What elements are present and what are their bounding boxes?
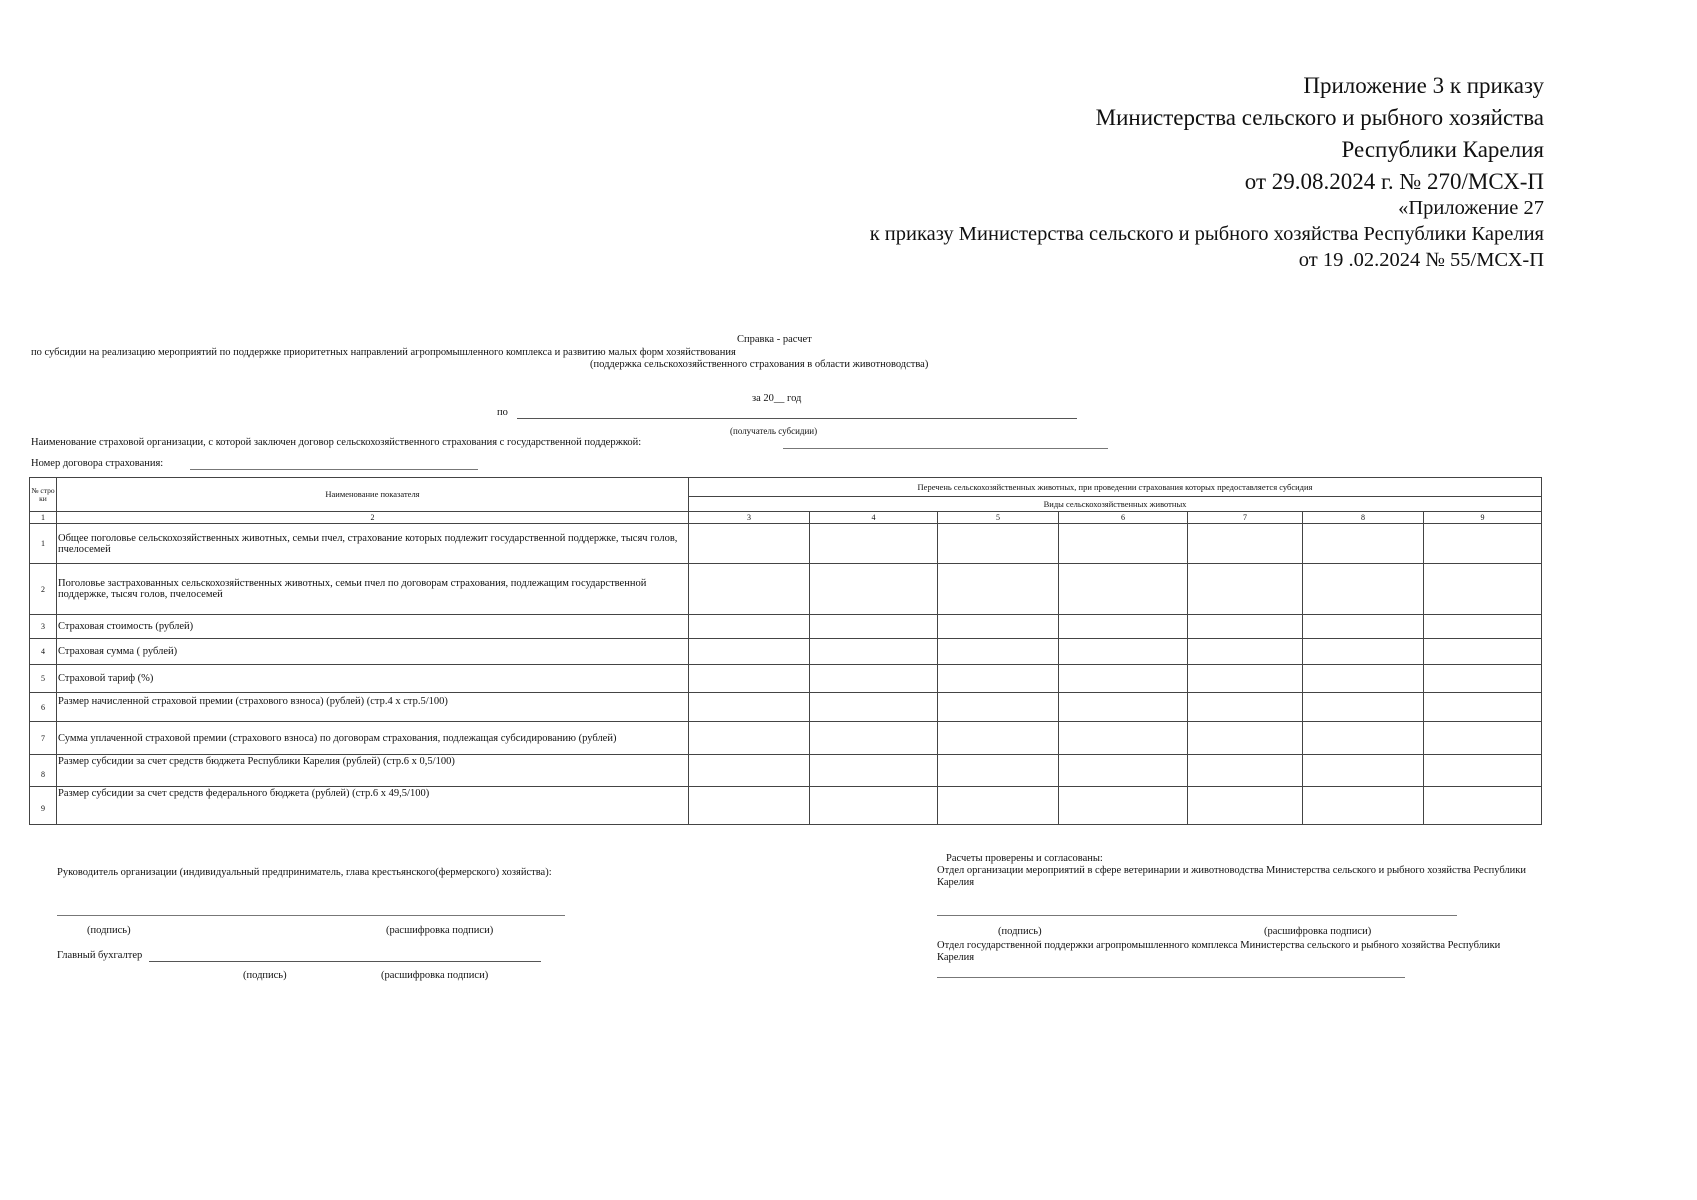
form-period: за 20__ год [752, 393, 802, 404]
value-cell[interactable] [1424, 755, 1542, 787]
value-cell[interactable] [810, 524, 938, 564]
value-cell[interactable] [938, 615, 1059, 639]
row-indicator: Страховой тариф (%) [57, 665, 689, 693]
value-cell[interactable] [1424, 722, 1542, 755]
value-cell[interactable] [1059, 524, 1188, 564]
form-subtitle: по субсидии на реализацию мероприятий по поддержке приоритетных направлений агропромышленного комплекса и развитию малых форм хозяйствования [31, 347, 736, 358]
contract-field[interactable] [190, 469, 478, 470]
contract-label: Номер договора страхования: [31, 458, 164, 469]
table-row [30, 524, 1542, 564]
value-cell[interactable] [689, 564, 810, 615]
calculation-table [29, 477, 1542, 825]
value-cell[interactable] [1188, 564, 1303, 615]
table-row [30, 665, 1542, 693]
value-cell[interactable] [938, 564, 1059, 615]
value-cell[interactable] [938, 665, 1059, 693]
value-cell[interactable] [1303, 564, 1424, 615]
value-cell[interactable] [938, 693, 1059, 722]
row-indicator: Сумма уплаченной страховой премии (страхового взноса) по договорам страхования, подлежащая субсидированию (рублей) [57, 722, 689, 755]
value-cell[interactable] [1059, 722, 1188, 755]
value-cell[interactable] [1424, 639, 1542, 665]
table-row [30, 755, 1542, 787]
value-cell[interactable] [938, 722, 1059, 755]
value-cell[interactable] [1188, 787, 1303, 825]
value-cell[interactable] [1059, 755, 1188, 787]
chief-accountant-label: Главный бухгалтер [57, 950, 143, 961]
col-number: 1 [30, 512, 57, 524]
value-cell[interactable] [938, 639, 1059, 665]
value-cell[interactable] [1424, 524, 1542, 564]
value-cell[interactable] [810, 722, 938, 755]
value-cell[interactable] [1303, 787, 1424, 825]
row-number: 9 [30, 787, 57, 825]
table-row [30, 615, 1542, 639]
row-indicator: Размер субсидии за счет средств федерального бюджета (рублей) (стр.6 х 49,5/100) [57, 787, 689, 825]
row-number: 7 [30, 722, 57, 755]
order-header-line-4: от 29.08.2024 г. № 270/МСХ-П [1244, 169, 1544, 194]
accountant-sign-caption: (подпись) [243, 970, 287, 981]
value-cell[interactable] [689, 693, 810, 722]
vet-decode-caption: (расшифровка подписи) [1264, 926, 1372, 937]
row-indicator: Размер начисленной страховой премии (страхового взноса) (рублей) (стр.4 х стр.5/100) [57, 693, 689, 722]
value-cell[interactable] [938, 787, 1059, 825]
recipient-field[interactable] [517, 418, 1077, 419]
value-cell[interactable] [1424, 564, 1542, 615]
value-cell[interactable] [1188, 615, 1303, 639]
value-cell[interactable] [810, 755, 938, 787]
value-cell[interactable] [1303, 693, 1424, 722]
row-number: 4 [30, 639, 57, 665]
header-indicator: Наименование показателя [57, 478, 689, 512]
vet-sign-caption: (подпись) [998, 926, 1042, 937]
chief-accountant-field[interactable] [149, 961, 541, 962]
row-number: 1 [30, 524, 57, 564]
value-cell[interactable] [1188, 755, 1303, 787]
value-cell[interactable] [689, 615, 810, 639]
value-cell[interactable] [1188, 639, 1303, 665]
col-number: 4 [810, 512, 938, 524]
col-number: 8 [1303, 512, 1424, 524]
head-decode-caption: (расшифровка подписи) [386, 925, 494, 936]
value-cell[interactable] [810, 665, 938, 693]
value-cell[interactable] [1424, 615, 1542, 639]
order-header-line-1: Приложение 3 к приказу [1303, 73, 1544, 98]
row-indicator: Страховая сумма ( рублей) [57, 639, 689, 665]
row-number: 6 [30, 693, 57, 722]
value-cell[interactable] [1188, 693, 1303, 722]
value-cell[interactable] [1059, 665, 1188, 693]
value-cell[interactable] [1059, 639, 1188, 665]
head-signature-line[interactable] [57, 915, 565, 916]
table-row [30, 722, 1542, 755]
row-number: 3 [30, 615, 57, 639]
table-row [30, 564, 1542, 615]
value-cell[interactable] [810, 639, 938, 665]
row-number: 2 [30, 564, 57, 615]
agro-department-label: Отдел государственной поддержки агропромышленного комплекса Министерства сельского и рыбного хозяйства Республики Карелия [937, 940, 1501, 963]
value-cell[interactable] [689, 787, 810, 825]
header-animal-types: Виды сельскохозяйственных животных [689, 497, 1542, 512]
value-cell[interactable] [1424, 665, 1542, 693]
col-number: 6 [1059, 512, 1188, 524]
value-cell[interactable] [1303, 524, 1424, 564]
value-cell[interactable] [1424, 693, 1542, 722]
row-indicator: Размер субсидии за счет средств бюджета Республики Карелия (рублей) (стр.6 х 0,5/100) [57, 755, 689, 787]
agro-department-signature-line[interactable] [937, 977, 1405, 978]
value-cell[interactable] [1059, 693, 1188, 722]
form-title: Справка - расчет [737, 334, 812, 345]
value-cell[interactable] [689, 722, 810, 755]
chief-accountant-row [57, 950, 541, 962]
by-label: по [497, 407, 508, 418]
value-cell[interactable] [1303, 639, 1424, 665]
table-row [30, 693, 1542, 722]
value-cell[interactable] [938, 524, 1059, 564]
value-cell[interactable] [1303, 615, 1424, 639]
value-cell[interactable] [1303, 755, 1424, 787]
insurer-field[interactable] [783, 448, 1108, 449]
col-number: 3 [689, 512, 810, 524]
value-cell[interactable] [810, 615, 938, 639]
value-cell[interactable] [810, 564, 938, 615]
accountant-decode-caption: (расшифровка подписи) [381, 970, 489, 981]
value-cell[interactable] [1188, 665, 1303, 693]
col-number: 7 [1188, 512, 1303, 524]
insurer-label: Наименование страховой организации, с которой заключен договор сельскохозяйственного страхования с государственной поддержкой: [31, 437, 642, 448]
row-indicator: Поголовье застрахованных сельскохозяйственных животных, семьи пчел по договорам страхования, подлежащим государственной поддержке, тысяч голов, пчелосемей [57, 564, 689, 615]
value-cell[interactable] [1188, 524, 1303, 564]
value-cell[interactable] [810, 693, 938, 722]
value-cell[interactable] [938, 755, 1059, 787]
value-cell[interactable] [810, 787, 938, 825]
order-header-line-3: Республики Карелия [1341, 137, 1544, 162]
value-cell[interactable] [1059, 787, 1188, 825]
value-cell[interactable] [1188, 722, 1303, 755]
annex-line-2: к приказу Министерства сельского и рыбного хозяйства Республики Карелия [869, 223, 1544, 245]
vet-department-label: Отдел организации мероприятий в сфере ветеринарии и животноводства Министерства сельского и рыбного хозяйства Республики Карелия [937, 865, 1526, 888]
value-cell[interactable] [1303, 722, 1424, 755]
value-cell[interactable] [1059, 615, 1188, 639]
checked-label: Расчеты проверены и согласованы: [946, 853, 1103, 864]
head-of-organization-label: Руководитель организации (индивидуальный предприниматель, глава крестьянского(фермерского) хозяйства): [57, 867, 552, 878]
row-indicator: Общее поголовье сельскохозяйственных животных, семьи пчел, страхование которых подлежит государственной поддержке, тысяч голов, пчелосемей [57, 524, 689, 564]
form-subtitle-2: (поддержка сельскохозяйственного страхования в области животноводства) [590, 359, 929, 370]
header-animal-list: Перечень сельскохозяйственных животных, при проведении страхования которых предоставляется субсидия [689, 478, 1542, 497]
row-number: 8 [30, 755, 57, 787]
value-cell[interactable] [689, 665, 810, 693]
recipient-row [497, 407, 1077, 419]
value-cell[interactable] [1059, 564, 1188, 615]
value-cell[interactable] [1424, 787, 1542, 825]
col-number: 5 [938, 512, 1059, 524]
table-row [30, 787, 1542, 825]
head-sign-caption: (подпись) [87, 925, 131, 936]
value-cell[interactable] [1303, 665, 1424, 693]
row-indicator: Страховая стоимость (рублей) [57, 615, 689, 639]
vet-department-signature-line[interactable] [937, 915, 1457, 916]
table-row [30, 639, 1542, 665]
annex-line-1: «Приложение 27 [1398, 197, 1544, 219]
value-cell[interactable] [689, 755, 810, 787]
recipient-note: (получатель субсидии) [730, 426, 818, 436]
row-number: 5 [30, 665, 57, 693]
order-header-line-2: Министерства сельского и рыбного хозяйства [1095, 105, 1544, 130]
col-number: 2 [57, 512, 689, 524]
col-number: 9 [1424, 512, 1542, 524]
value-cell[interactable] [689, 639, 810, 665]
value-cell[interactable] [689, 524, 810, 564]
header-row-number: № стро ки [30, 478, 57, 512]
annex-line-3: от 19 .02.2024 № 55/МСХ-П [1298, 249, 1544, 271]
